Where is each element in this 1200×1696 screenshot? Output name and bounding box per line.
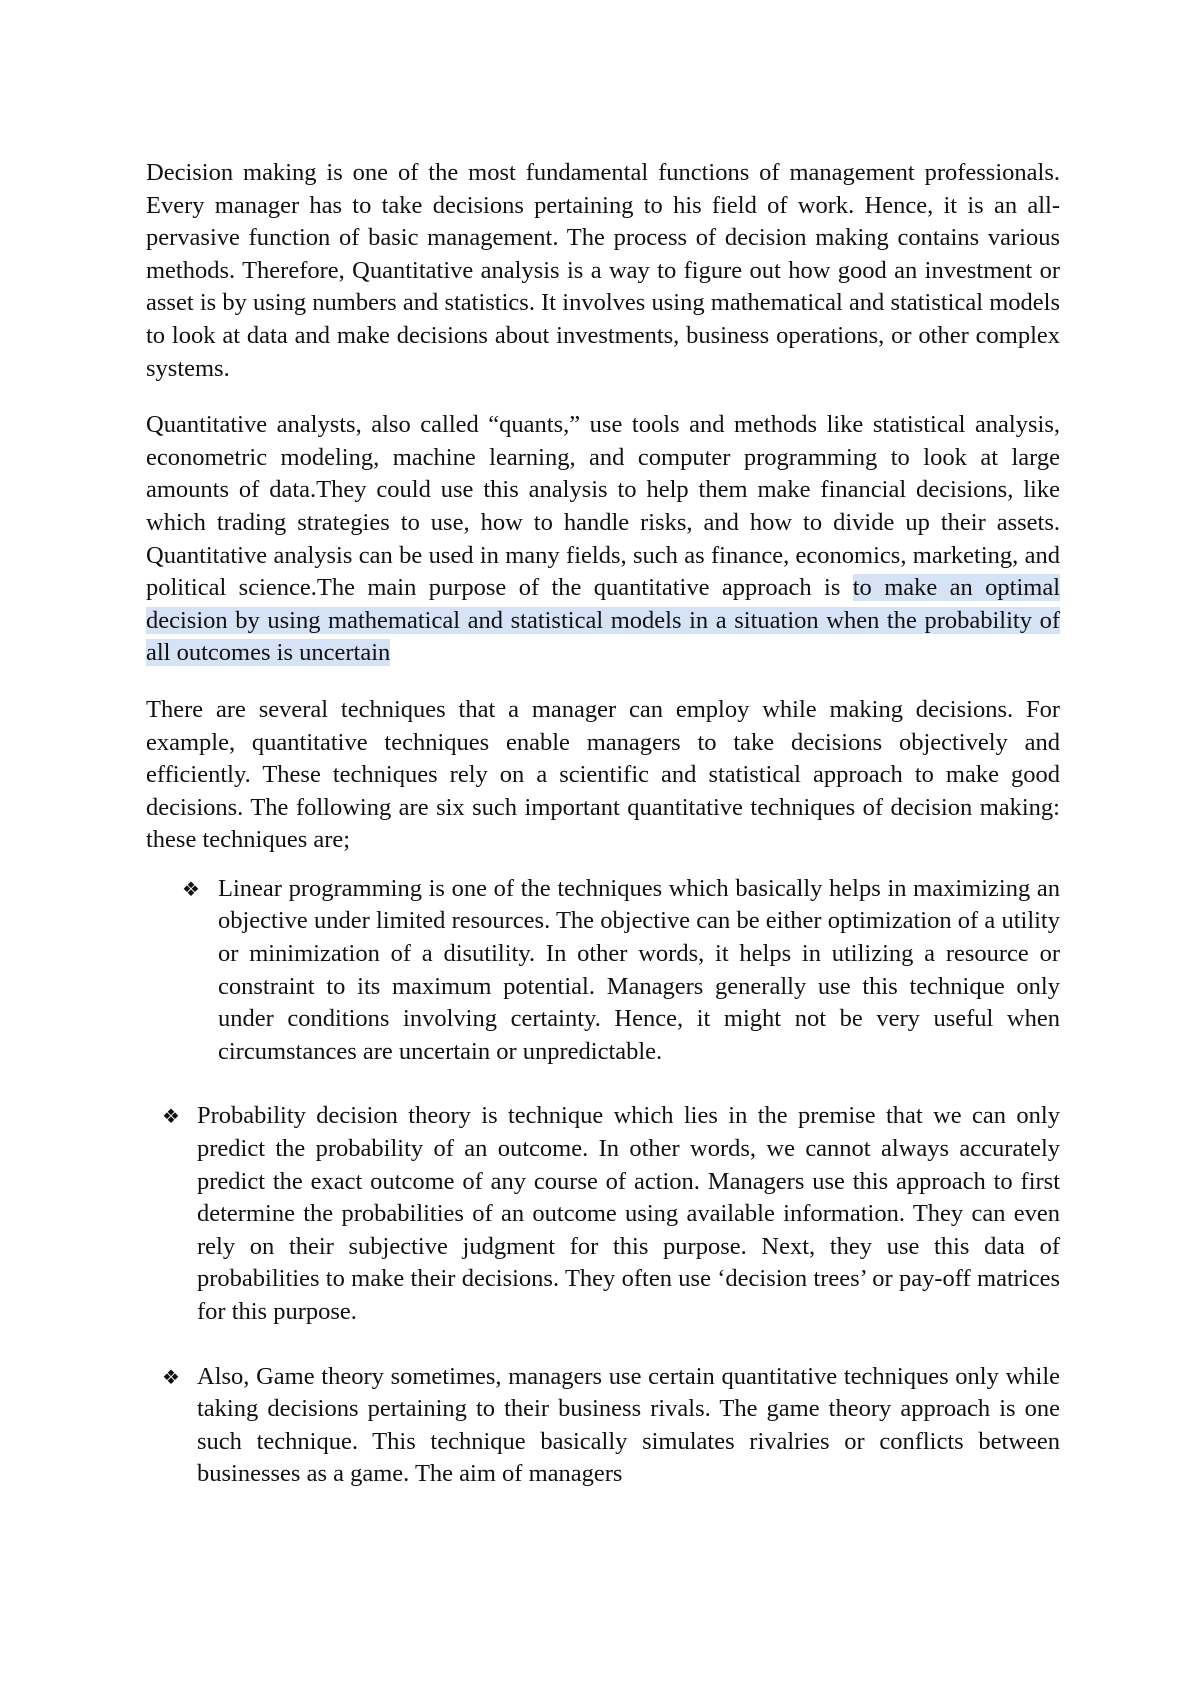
paragraph-quants [146, 409, 1060, 670]
paragraph-quants-text: Quantitative analysts, also called “quants,” use tools and methods like statistical analysis, econometric modeling, machine learning, and computer programming to look at large amounts of data.They could use this analysis to help them make financial decisions, like which trading strategies to use, how to handle risks, and how to divide up their assets. Quantitative analysis can be used in many fields, such as finance, economics, marketing, and political science.The main purpose of the quantitative approach is [146, 411, 1060, 602]
techniques-list [146, 873, 1060, 1491]
highlighted-text: to make an optimal decision by using mathematical and statistical models in a situation when the probability of all outcomes is uncertain [146, 574, 1060, 667]
list-item [146, 1361, 1060, 1491]
diamond-bullet-icon: ❖ [162, 1364, 180, 1389]
paragraph-techniques-intro: There are several techniques that a manager can employ while making decisions. For example, quantitative techniques enable managers to take decisions objectively and efficiently. These techniques rely on a scientific and statistical approach to make good decisions. The following are six such important quantitative techniques of decision making: these techniques are; [146, 695, 1060, 854]
list-item [146, 873, 1060, 1069]
list-item-text: Linear programming is one of the techniques which basically helps in maximizing an objective under limited resources. The objective can be either optimization of a utility or minimization of a disutility. In other words, it helps in utilizing a resource or constraint to its maximum potential. Managers generally use this technique only under conditions involving certainty. Hence, it might not be very useful when circumstances are uncertain or unpredictable. [218, 874, 1060, 1065]
list-item [146, 1100, 1060, 1328]
document-page [146, 157, 1060, 1523]
list-item-text: Probability decision theory is technique which lies in the premise that we can only predict the probability of an outcome. In other words, we cannot always accurately predict the exact outcome of any course of action. Managers use this approach to first determine the probabilities of an outcome using available information. They can even rely on their subjective judgment for this purpose. Next, they use this data of probabilities to make their decisions. They often use ‘decision trees’ or pay-off matrices for this purpose. [197, 1102, 1060, 1325]
diamond-bullet-icon: ❖ [162, 1104, 180, 1129]
list-item-text: Also, Game theory sometimes, managers use certain quantitative techniques only while taking decisions pertaining to their business rivals. The game theory approach is one such technique. This technique basically simulates rivalries or conflicts between businesses as a game. The aim of managers [197, 1362, 1060, 1488]
diamond-bullet-icon: ❖ [182, 876, 200, 901]
paragraph-intro: Decision making is one of the most fundamental functions of management professionals. Every manager has to take decisions pertaining to his field of work. Hence, it is an all-pervasive function of basic management. The process of decision making contains various methods. Therefore, Quantitative analysis is a way to figure out how good an investment or asset is by using numbers and statistics. It involves using mathematical and statistical models to look at data and make decisions about investments, business operations, or other complex systems. [146, 159, 1060, 382]
